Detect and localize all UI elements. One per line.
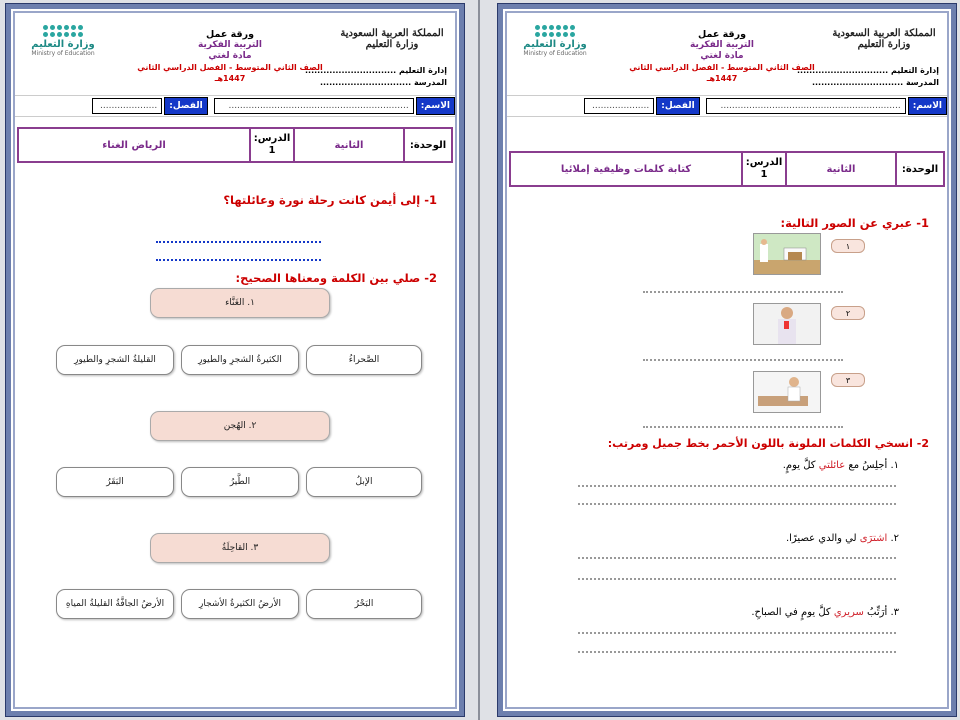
match-option[interactable]: البَحْرُ bbox=[306, 589, 422, 619]
name-label: الاسم: bbox=[908, 97, 947, 115]
header bbox=[509, 15, 945, 93]
name-label: الاسم: bbox=[416, 97, 455, 115]
subject-alt: التربية الفكرية bbox=[690, 40, 754, 50]
class-field[interactable]: .................... bbox=[584, 98, 654, 114]
subject: مادة لغتي bbox=[700, 51, 744, 61]
copy-line[interactable] bbox=[578, 557, 896, 559]
match-option[interactable]: الأرضُ الجافَّةُ القليلةُ المياهِ bbox=[56, 589, 174, 619]
answer-line[interactable] bbox=[643, 426, 843, 428]
copy-line[interactable] bbox=[578, 485, 896, 487]
answer-line[interactable] bbox=[643, 291, 843, 293]
question-2: 2- صلي بين الكلمة ومعناها الصحيح: bbox=[235, 271, 437, 285]
picture-girl-drink bbox=[753, 303, 821, 345]
moe-logo: وزارة التعليم Ministry of Education bbox=[23, 25, 103, 81]
lesson-title: الرياض الغناء bbox=[102, 139, 166, 151]
question-1: 1- عبري عن الصور التالية: bbox=[780, 216, 929, 230]
copy-line[interactable] bbox=[578, 503, 896, 505]
question-2: 2- انسخي الكلمات الملونة باللون الأحمر بخط جميل ومرتب: bbox=[607, 437, 929, 450]
unit-label: الوحدة: bbox=[403, 129, 451, 161]
lesson-number: الدرس: 1 bbox=[741, 153, 785, 185]
kingdom-seal: المملكة العربية السعودية وزارة التعليم bbox=[832, 28, 936, 50]
header bbox=[17, 15, 453, 93]
match-key-3[interactable]: ٣. القاحِلَةُ bbox=[150, 533, 330, 563]
sheet-title: ورقة عمل bbox=[697, 29, 746, 40]
kingdom-seal: المملكة العربية السعودية وزارة التعليم bbox=[340, 28, 444, 50]
match-key-1[interactable]: ١. الغَنَّاء bbox=[150, 288, 330, 318]
namebar bbox=[15, 95, 455, 117]
picture-boy-bed bbox=[753, 371, 821, 413]
match-option[interactable]: القليلةُ الشجرِ والطيورِ bbox=[56, 345, 174, 375]
question-1: 1- إلى أيمن كانت رحلة نورة وعائلتها؟ bbox=[223, 193, 437, 207]
lesson-number: الدرس: 1 bbox=[249, 129, 293, 161]
sheet-title: ورقة عمل bbox=[205, 29, 254, 40]
sentence-1: ١. أجلِسُ مع عائلتي كلَّ يومٍ. bbox=[782, 460, 899, 471]
namebar bbox=[507, 95, 947, 117]
match-option[interactable]: الصَّحراءُ bbox=[306, 345, 422, 375]
name-field[interactable]: ............................................................... bbox=[214, 98, 414, 114]
picture-number: ٢ bbox=[831, 306, 865, 320]
answer-line[interactable] bbox=[156, 259, 321, 261]
grade-line: الصف الثاني المتوسط - الفصل الدراسي الثاني 1447هـ bbox=[137, 63, 323, 83]
unit-value: الثانية bbox=[293, 129, 403, 161]
worksheet-right bbox=[498, 4, 956, 716]
copy-line[interactable] bbox=[578, 578, 896, 580]
subject: مادة لغتي bbox=[208, 51, 252, 61]
answer-line[interactable] bbox=[643, 359, 843, 361]
picture-number: ٣ bbox=[831, 373, 865, 387]
class-label: الفصل: bbox=[164, 97, 207, 115]
match-option[interactable]: الطَّيرُ bbox=[181, 467, 299, 497]
copy-line[interactable] bbox=[578, 651, 896, 653]
lesson-box bbox=[17, 127, 453, 163]
picture-number: ١ bbox=[831, 239, 865, 253]
lesson-title: كتابة كلمات وظيفية إملائيا bbox=[560, 163, 692, 175]
class-label: الفصل: bbox=[656, 97, 699, 115]
grade-line: الصف الثاني المتوسط - الفصل الدراسي الثاني 1447هـ bbox=[629, 63, 815, 83]
match-key-2[interactable]: ٢. الهُجن bbox=[150, 411, 330, 441]
moe-logo: وزارة التعليم Ministry of Education bbox=[515, 25, 595, 81]
unit-value: الثانية bbox=[785, 153, 895, 185]
answer-line[interactable] bbox=[156, 241, 321, 243]
page-spine bbox=[478, 0, 480, 720]
admin-lines: إدارة التعليم .............................. المدرسة .............................. bbox=[796, 66, 939, 87]
match-option[interactable]: الإبلُ bbox=[306, 467, 422, 497]
sentence-2: ٢. اشترَى لي والدي عصيرًا. bbox=[785, 533, 899, 544]
match-option[interactable]: البَقَرُ bbox=[56, 467, 174, 497]
header-center bbox=[137, 29, 323, 84]
header-center bbox=[629, 29, 815, 84]
unit-label: الوحدة: bbox=[895, 153, 943, 185]
sentence-3: ٣. أرَتِّبُ سريري كلَّ يومٍ في الصباحِ. bbox=[751, 607, 899, 618]
name-field[interactable]: ............................................................... bbox=[706, 98, 906, 114]
class-field[interactable]: .................... bbox=[92, 98, 162, 114]
copy-line[interactable] bbox=[578, 632, 896, 634]
subject-alt: التربية الفكرية bbox=[198, 40, 262, 50]
match-option[interactable]: الكثيرةُ الشجرِ والطيورِ bbox=[181, 345, 299, 375]
picture-family-scene bbox=[753, 233, 821, 275]
worksheet-left bbox=[6, 4, 464, 716]
match-option[interactable]: الأرضُ الكثيرةُ الأشجارِ bbox=[181, 589, 299, 619]
admin-lines: إدارة التعليم .............................. المدرسة .............................. bbox=[304, 66, 447, 87]
lesson-box bbox=[509, 151, 945, 187]
